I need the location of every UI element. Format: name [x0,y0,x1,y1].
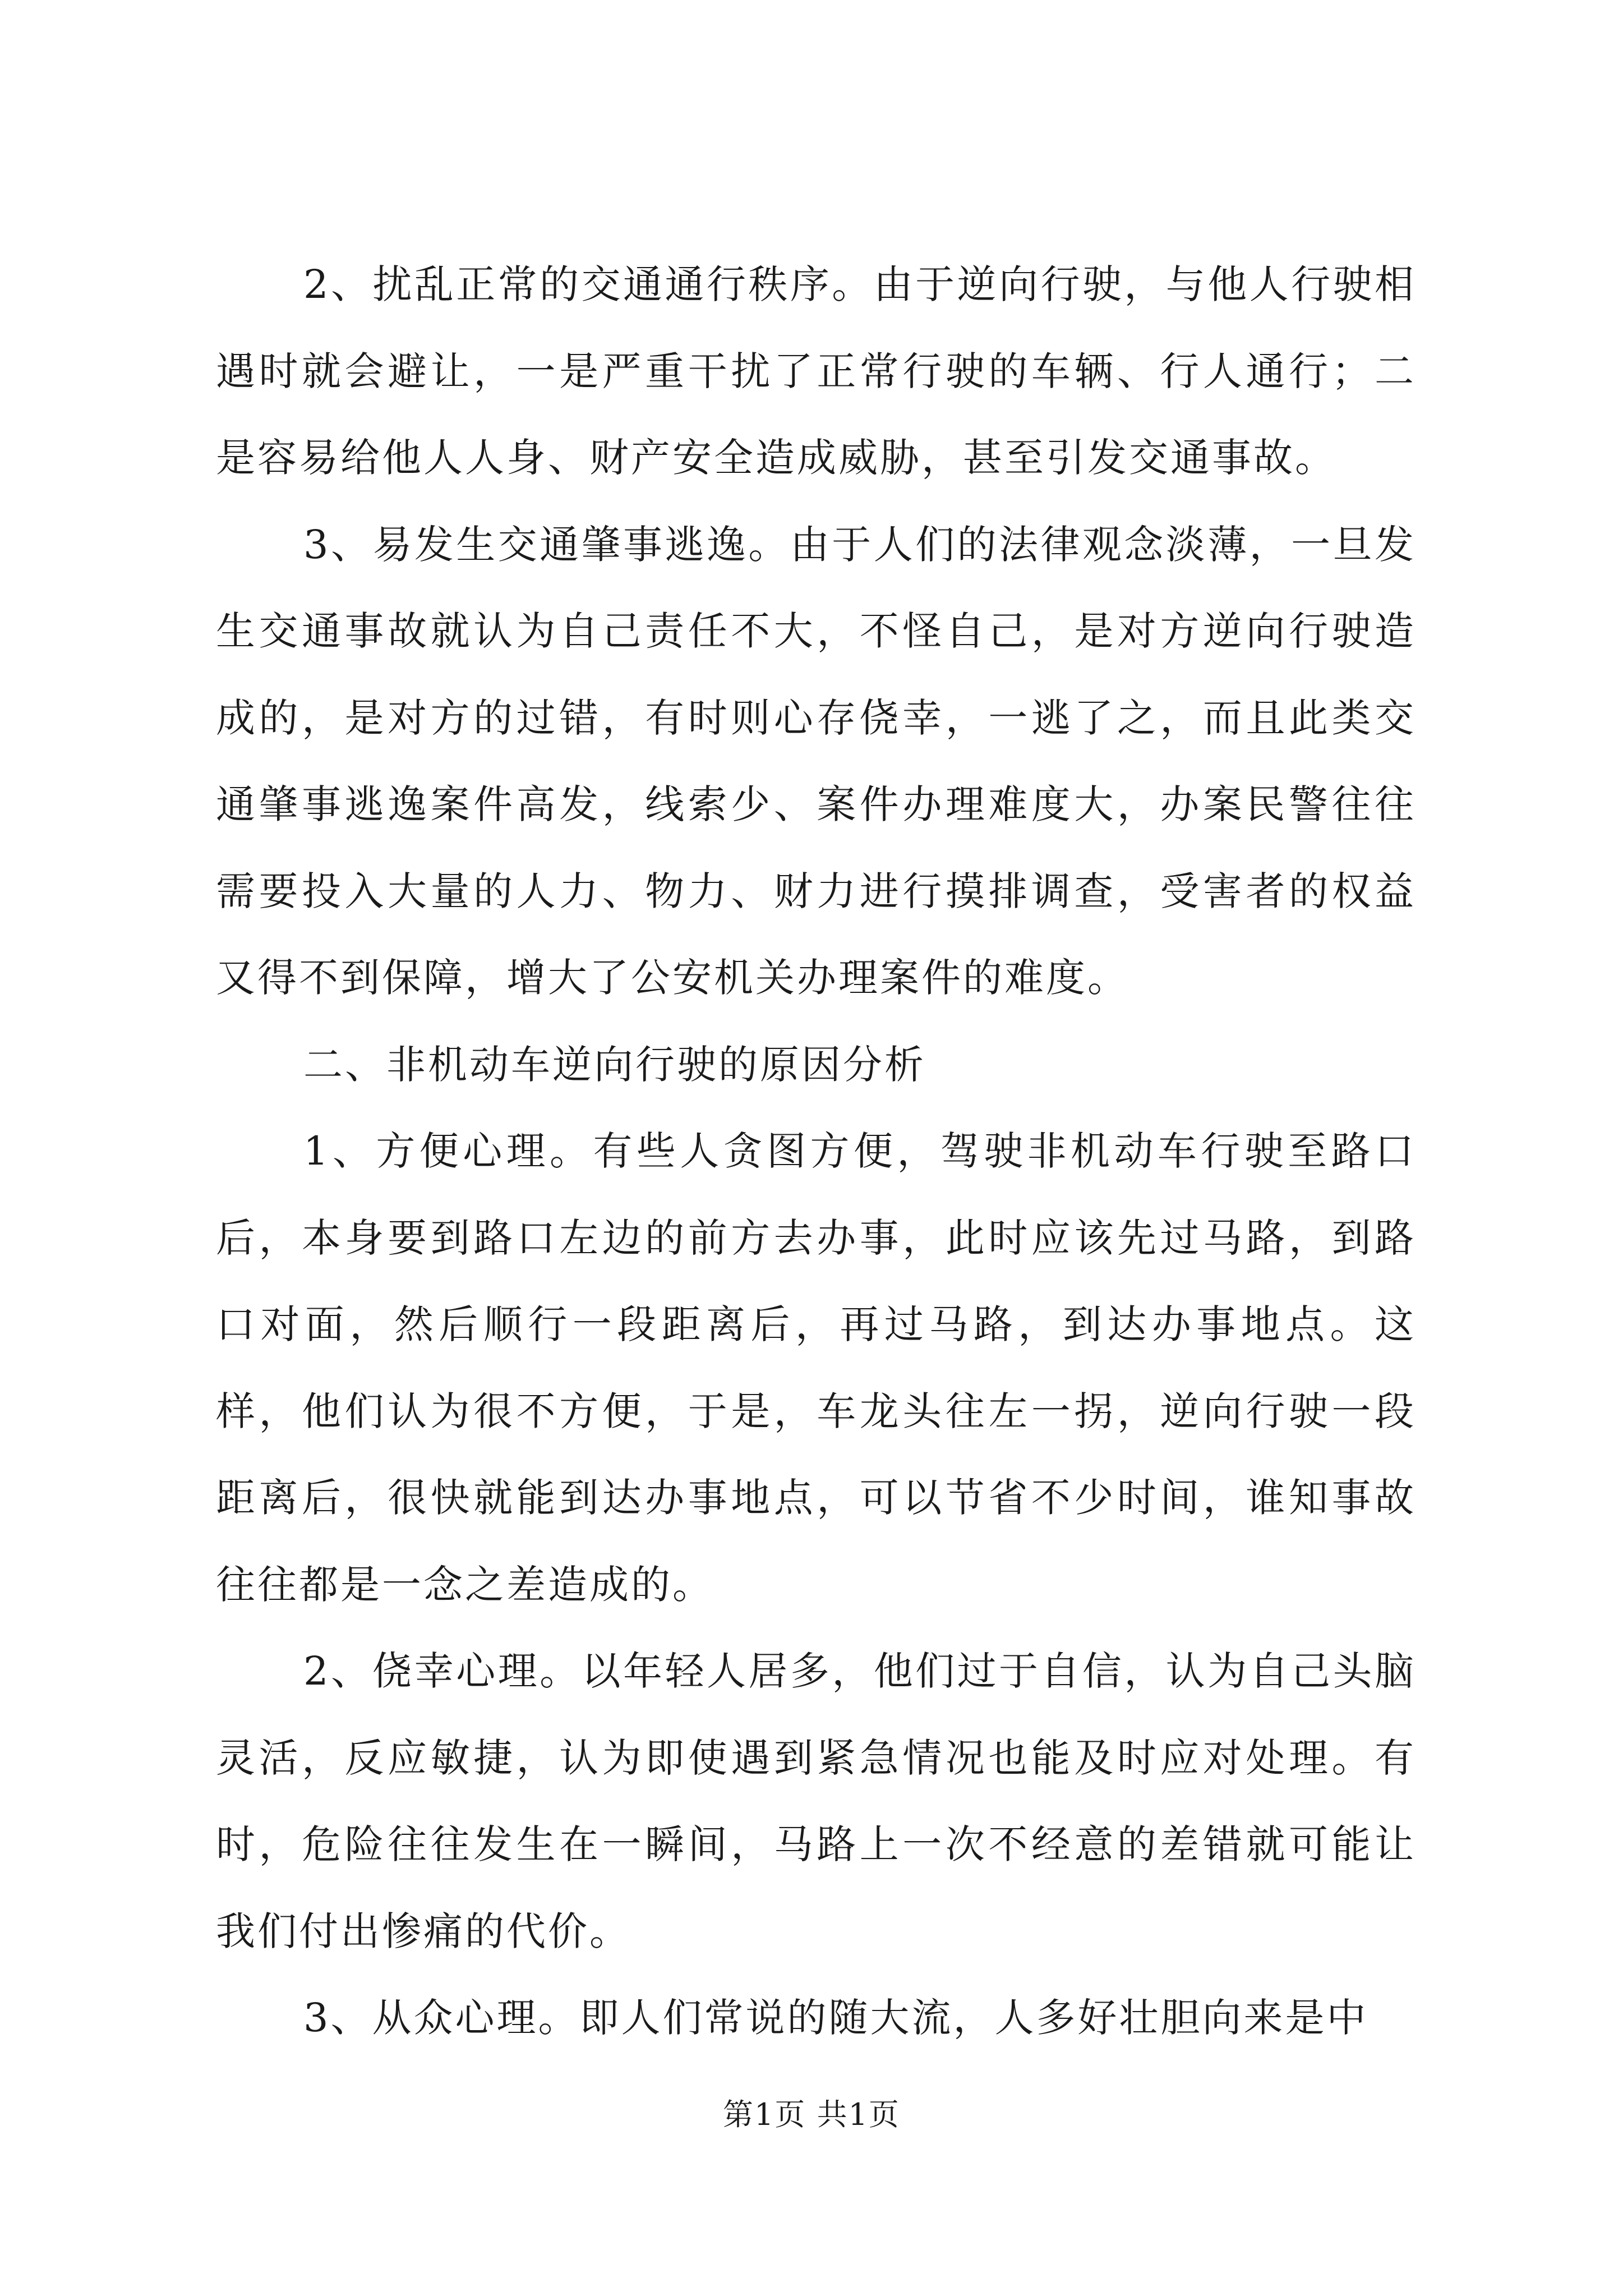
paragraph-conformity: 3、从众心理。即人们常说的随大流，人多好壮胆向来是中 [303,1995,1368,2041]
paragraph-convenience: 1、方便心理。有些人贪图方便，驾驶非机动车行驶至路口后，本身要到路口左边的前方去办事，此时应该先过马路，到路口对面，然后顺行一段距离后，再过马路，到达办事地点。这样，他们认为很不方便，于是，车龙头往左一拐，逆向行驶一段距离后，很快就能到达办事地点，可以节省不少时间，谁知事故往往都是一念之差造成的。 [216,1128,1416,1608]
section-heading-causes: 二、非机动车逆向行驶的原因分析 [303,1041,926,1088]
document-body [216,241,1416,2062]
paragraph-luck: 2、侥幸心理。以年轻人居多，他们过于自信，认为自己头脑灵活，反应敏捷，认为即使遇到紧急情况也能及时应对处理。有时，危险往往发生在一瞬间，马路上一次不经意的差错就可能让我们付出惨痛的代价。 [216,1648,1416,1954]
paragraph-hit-and-run: 3、易发生交通肇事逃逸。由于人们的法律观念淡薄，一旦发生交通事故就认为自己责任不大，不怪自己，是对方逆向行驶造成的，是对方的过错，有时则心存侥幸，一逃了之，而且此类交通肇事逃逸案件高发，线索少、案件办理难度大，办案民警往往需要投入大量的人力、物力、财力进行摸排调查，受害者的权益又得不到保障，增大了公安机关办理案件的难度。 [216,521,1416,1001]
page-footer: 第1页 共1页 [723,2097,900,2132]
paragraph-disrupt-order: 2、扰乱正常的交通通行秩序。由于逆向行驶，与他人行驶相遇时就会避让，一是严重干扰了正常行驶的车辆、行人通行；二是容易给他人人身、财产安全造成威胁，甚至引发交通事故。 [216,261,1416,481]
